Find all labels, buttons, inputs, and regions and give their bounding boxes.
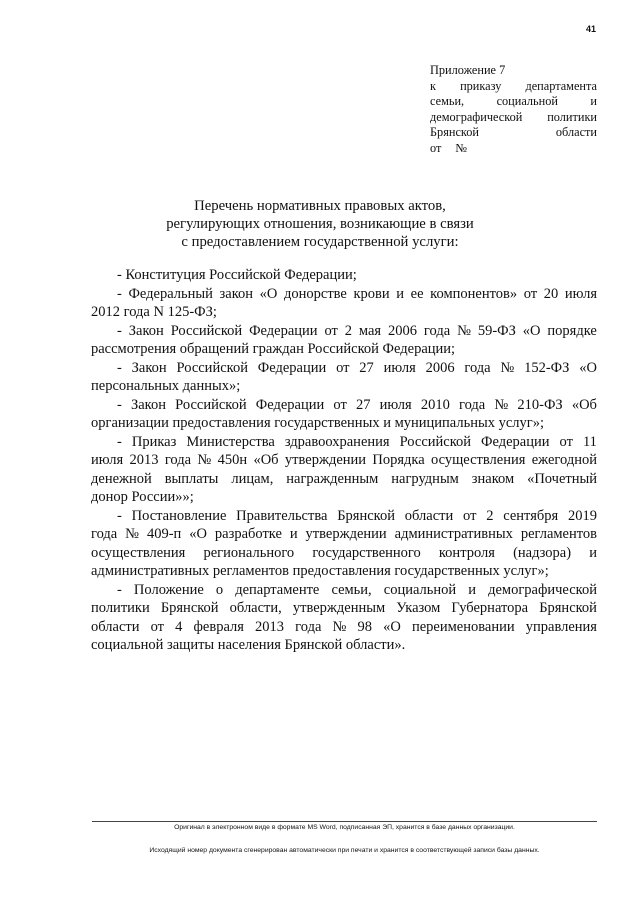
word: области (91, 618, 140, 635)
act-line (91, 599, 597, 618)
act-line (91, 359, 597, 378)
word: 450н (217, 452, 248, 468)
word: 59-ФЗ (477, 322, 516, 339)
word: утверждении (284, 452, 367, 468)
word: 20 (543, 285, 559, 302)
annex-line (430, 110, 597, 126)
word: регионального (203, 544, 295, 561)
word: Порядка (372, 452, 425, 468)
word: мая (358, 322, 382, 339)
act-line: персональных данных»; (91, 378, 241, 394)
word: года (423, 322, 451, 339)
word: утверждении (305, 526, 387, 542)
word: от (336, 359, 350, 376)
act-line (91, 285, 597, 304)
word: от (523, 285, 538, 302)
word: переименовании (411, 618, 515, 635)
word: области (555, 125, 597, 139)
word: Приказ (131, 433, 177, 450)
word: 2006 (425, 359, 455, 376)
annex-header (430, 63, 597, 156)
word: сентября (503, 507, 559, 524)
word: - (117, 396, 122, 413)
word: области, (229, 600, 282, 616)
word: «Об (571, 396, 597, 413)
word: № (500, 359, 515, 376)
word: и (468, 581, 476, 598)
word: государственного (312, 544, 421, 561)
word: № (332, 618, 347, 635)
word: - (117, 507, 122, 524)
word: политики (91, 600, 150, 616)
title-line: регулирующих отношения, возникающие в связи (166, 216, 474, 232)
act-line (91, 544, 597, 563)
word: политики (547, 109, 597, 124)
word: № (494, 396, 509, 413)
title-line: Перечень нормативных правовых актов, (194, 198, 446, 214)
word: 2 (344, 322, 353, 339)
word: Закон (128, 322, 164, 339)
word: Федерации (249, 322, 318, 339)
word: № (455, 140, 468, 155)
word: утвержденным (292, 600, 386, 616)
word: о (215, 581, 224, 598)
annex-line (430, 141, 597, 157)
act-line: 2012 года N 125-ФЗ; (91, 304, 217, 320)
word: 210-ФЗ (517, 396, 563, 413)
act-line (91, 451, 597, 470)
word: компонентов» (430, 285, 518, 302)
word: Правительства (236, 507, 328, 524)
act-line: организации предоставления государственных и муниципальных услуг»; (91, 415, 544, 431)
word: - (117, 581, 122, 598)
word: Губернатора (451, 600, 529, 616)
word: социальной (496, 94, 558, 108)
act-line (91, 581, 597, 600)
word: «О (383, 618, 401, 635)
word: 152-ФЗ (524, 359, 570, 376)
word: Российской (176, 359, 248, 376)
word: 2010 (420, 396, 450, 413)
annex-title: Приложение 7 (430, 63, 506, 77)
word: Министерства (186, 433, 275, 450)
footer-note-original: Оригинал в электронном виде в формате MS Word, подписанная ЭП, хранится в базе данных организации. (174, 824, 515, 831)
word: от (333, 396, 347, 413)
word: № (125, 526, 140, 542)
word: регламентов (520, 526, 597, 542)
legal-acts-list (91, 266, 597, 655)
word: 27 (355, 396, 371, 413)
word: июля (379, 396, 412, 413)
word: и (289, 526, 298, 542)
word: года (459, 396, 486, 413)
word: лицам, (231, 470, 274, 487)
word: Брянской (430, 125, 479, 139)
word: Постановление (131, 507, 227, 524)
word: от (559, 433, 573, 450)
word: года (464, 359, 491, 376)
footer-divider (92, 821, 597, 822)
word: приказу (460, 78, 502, 93)
word: «Почетный (527, 470, 597, 487)
word: осуществления (91, 544, 186, 561)
word: ее (410, 285, 424, 302)
word: «О (259, 285, 278, 302)
word: июля (383, 359, 416, 376)
word: семьи, (331, 581, 372, 598)
word: разработке (214, 526, 282, 542)
act-line (91, 470, 597, 489)
annex-line (430, 125, 597, 141)
word: 2013 (255, 618, 285, 635)
act-line (91, 322, 597, 341)
word: и (396, 285, 405, 302)
word: (надзора) (513, 544, 572, 561)
word: семьи, (430, 94, 465, 108)
word: 2 (486, 507, 494, 524)
word: - (117, 433, 122, 450)
word: июля (91, 452, 124, 468)
word: Федерации (255, 396, 325, 413)
word: 11 (582, 433, 597, 450)
word: административных (394, 526, 513, 542)
word: социальной (383, 581, 457, 598)
word: 2006 (388, 322, 418, 339)
word: Закон (130, 396, 167, 413)
word: демографической (430, 109, 523, 124)
word: знаком (471, 470, 515, 487)
word: от (430, 140, 442, 155)
act-line (91, 618, 597, 637)
word: 2019 (567, 507, 597, 524)
word: 4 (175, 618, 183, 635)
word: порядке (547, 322, 597, 339)
word: февраля (193, 618, 244, 635)
word: года (164, 452, 192, 468)
act-line (91, 433, 597, 452)
word: - (117, 285, 122, 302)
word: ежегодной (531, 452, 597, 468)
word: июля (564, 285, 597, 302)
word: крови (353, 285, 390, 302)
act-line (91, 525, 597, 544)
word: денежной (91, 470, 152, 487)
word: Брянской (160, 600, 219, 616)
word: осуществления (431, 452, 526, 468)
word: и (590, 94, 597, 108)
word: № (457, 322, 471, 339)
word: к (430, 78, 436, 93)
word: - (117, 322, 122, 339)
word: года (295, 618, 322, 635)
footer-note-outgoing-number: Исходящий номер документа сгенерирован автоматически при печати и хранится в соответствующей записи базы данных. (149, 847, 540, 854)
word: от (324, 322, 338, 339)
word: Указом (396, 600, 441, 616)
word: 27 (359, 359, 374, 376)
annex-line (430, 79, 597, 95)
word: 409-п (146, 526, 182, 542)
word: № (197, 452, 212, 468)
word: Федеральный (128, 285, 213, 302)
act-line: - Конституция Российской Федерации; (117, 267, 357, 283)
word: - (117, 359, 122, 376)
act-line: рассмотрения обращений граждан Российской Федерации; (91, 341, 456, 357)
word: Федерации (481, 433, 550, 450)
act-line: донор России»»; (91, 489, 194, 505)
act-line: социальной защиты населения Брянской области». (91, 637, 406, 653)
word: Федерации (257, 359, 327, 376)
act-line (91, 396, 597, 415)
word: от (463, 507, 477, 524)
word: области (404, 507, 454, 524)
word: Российской (399, 433, 472, 450)
word: Российской (170, 322, 243, 339)
word: «О (189, 526, 207, 542)
word: управления (525, 618, 597, 635)
word: донорстве (284, 285, 347, 302)
word: и (589, 544, 597, 561)
word: закон (219, 285, 254, 302)
word: Российской (175, 396, 247, 413)
word: «Об (253, 452, 279, 468)
word: Положение (133, 581, 204, 598)
annex-line (430, 94, 597, 110)
word: Закон (131, 359, 167, 376)
document-title (60, 197, 580, 251)
word: Брянской (539, 600, 597, 616)
word: здравоохранения (284, 433, 390, 450)
word: награжденным (286, 470, 379, 487)
word: контроля (438, 544, 495, 561)
word: Брянской (337, 507, 395, 524)
word: департаменте (235, 581, 320, 598)
word: выплаты (164, 470, 219, 487)
word: «О (522, 322, 541, 339)
act-line (91, 507, 597, 526)
title-line: с предоставлением государственной услуги: (181, 234, 459, 250)
word: 2013 (129, 452, 159, 468)
act-line: административных регламентов предоставления государственных услуг»; (91, 563, 549, 579)
word: нагрудным (391, 470, 459, 487)
word: от (150, 618, 165, 635)
word: года (91, 526, 118, 542)
word: «О (579, 359, 597, 376)
word: департамента (525, 78, 597, 93)
word: демографической (488, 581, 597, 598)
page-number: 41 (585, 24, 596, 34)
word: 98 (357, 618, 372, 635)
